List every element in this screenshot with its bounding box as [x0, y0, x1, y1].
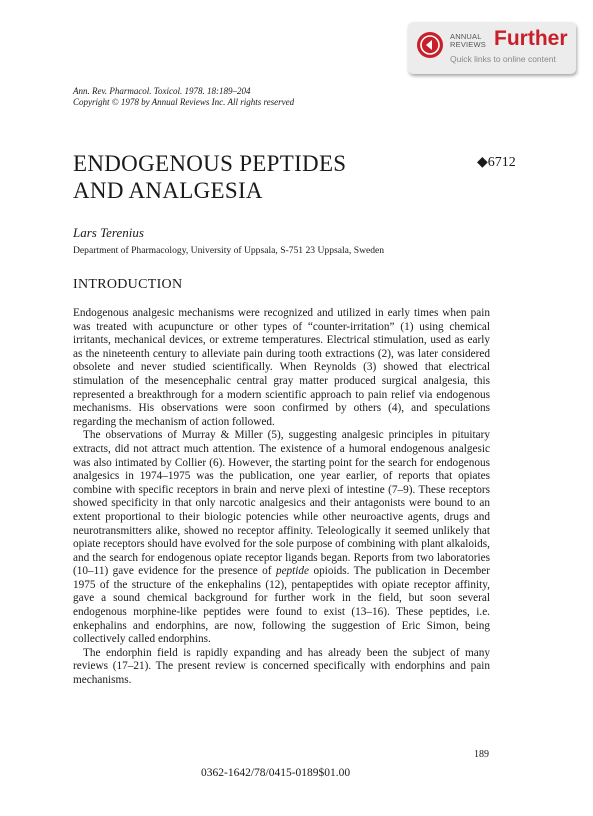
- title-line-2: AND ANALGESIA: [73, 178, 263, 203]
- footer-code: 0362-1642/78/0415-0189$01.00: [201, 767, 351, 779]
- banner-further-label: Further: [494, 27, 568, 50]
- play-arrow-icon: [417, 32, 443, 58]
- section-heading: INTRODUCTION: [73, 277, 183, 292]
- paragraph-2-part-2: opioids. The publication in December 1975 of the structure of the enkephalins (12), pentapeptides with opiate receptor affinity, gave a sound chemical background for further work in the field, but soon several endogenous morphine-like peptides were found to exist (13–16). These peptides, i.e. enkephalins and endorphins, are now, following the suggestion of Eric Simon, being collectively called endorphins.: [73, 565, 490, 646]
- journal-citation: [73, 86, 294, 108]
- author-name: Lars Terenius: [73, 225, 144, 240]
- article-body: [73, 307, 490, 688]
- banner-annual-reviews-label: ANNUAL REVIEWS: [450, 32, 486, 49]
- banner-tagline: Quick links to online content: [450, 54, 556, 64]
- paragraph-2-italic: peptide: [275, 565, 310, 578]
- article-title: [73, 150, 346, 204]
- citation-line-1: Ann. Rev. Pharmacol. Toxicol. 1978. 18:189–204: [73, 86, 251, 96]
- author-affiliation: Department of Pharmacology, University of Uppsala, S-751 23 Uppsala, Sweden: [73, 245, 385, 256]
- article-code: ◆6712: [477, 155, 516, 170]
- paragraph-1: Endogenous analgesic mechanisms were recognized and utilized in early times when pain was treated with acupuncture or other types of “counter-irritation” (1) using chemical irritants, mechanical devices, or extreme temperatures. Electrical stimulation, used as early as the nineteenth century to alleviate pain during tooth extractions (2), was later considered obsolete and never studied scientifically. When Reynolds (3) showed that electrical stimulation of the mesencephalic central gray matter produced surgical analgesia, this represented a breakthrough for a modern scientific approach to pain relief via endogenous mechanisms. His observations were soon confirmed by others (4), and speculations regarding the mechanism of action followed.: [73, 307, 490, 428]
- citation-line-2: Copyright © 1978 by Annual Reviews Inc. All rights reserved: [73, 97, 295, 107]
- page-number: 189: [474, 749, 489, 760]
- title-line-1: ENDOGENOUS PEPTIDES: [73, 151, 347, 176]
- paragraph-3: The endorphin field is rapidly expanding and has already been the subject of many reviews (17–21). The present review is concerned specifically with endorphins and pain mechanisms.: [73, 646, 490, 687]
- paragraph-2: [73, 429, 490, 647]
- paragraph-2-part-1: The observations of Murray & Miller (5), suggesting analgesic principles in pituitary extracts, did not attract much attention. The existence of a humoral endogenous analgesic was also intimated by Collier (6). However, the starting point for the search for endogenous analgesics in 1974–1975 was the publication, one year earlier, of reports that opiates combine with specific receptors in brain and nerve plexi of intestine (7–9). These receptors showed specificity in that only narcotic analgesics and their antagonists were bound to an extent proportional to their biologic potencies while other neuroactive agents, drugs and neurotransmitters alike, showed no receptor affinity. Teleologically it seemed unlikely that opiate receptors should have evolved for the sole purpose of combining with plant alkaloids, and the search for endogenous opiate receptor ligands began. Reports from two laboratories (10–11) gave evidence for the presence of: [73, 429, 490, 578]
- annual-reviews-further-banner[interactable]: [408, 22, 576, 74]
